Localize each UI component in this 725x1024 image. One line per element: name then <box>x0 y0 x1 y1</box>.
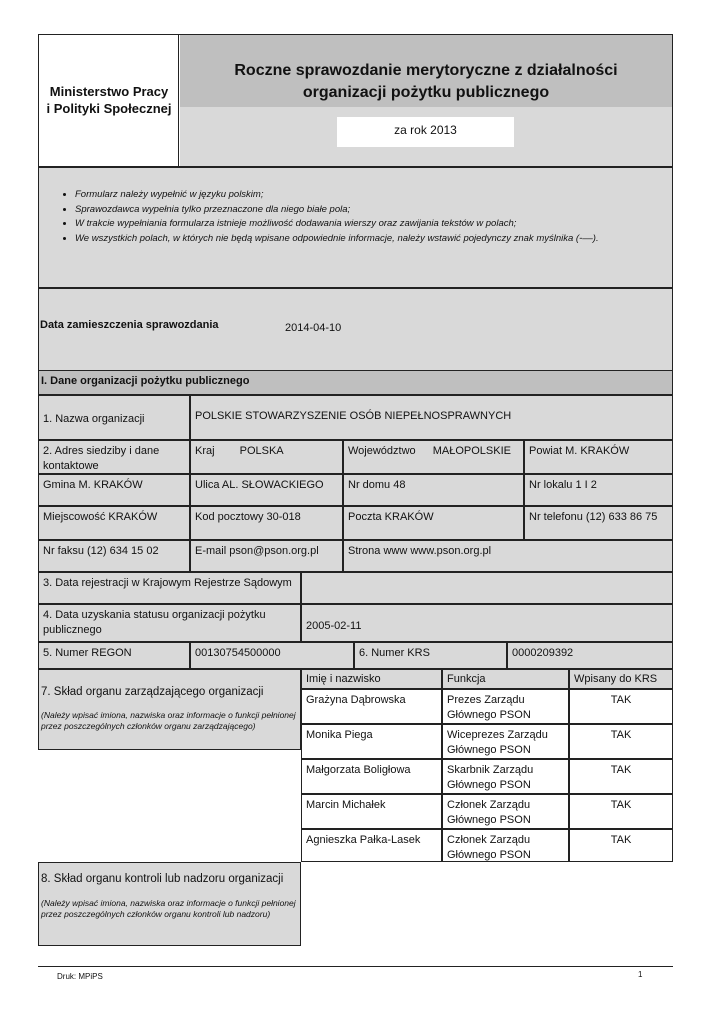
footer-print-label: Druk: MPiPS <box>57 972 103 981</box>
control-label: 8. Skład organu kontroli lub nadzoru organizacji <box>41 873 284 885</box>
board-member-krs[interactable]: TAK <box>569 724 673 759</box>
board-member-name[interactable]: Marcin Michałek <box>301 794 442 829</box>
regon-value[interactable]: 00130754500000 <box>190 642 354 669</box>
board-header-name: Imię i nazwisko <box>301 669 442 689</box>
submission-date[interactable]: 2014-04-10 <box>285 322 342 334</box>
board-member-krs[interactable]: TAK <box>569 829 673 862</box>
board-member-name[interactable]: Monika Piega <box>301 724 442 759</box>
section-title: I. Dane organizacji pożytku publicznego <box>38 370 673 395</box>
county-field[interactable]: Powiat M. KRAKÓW <box>524 440 673 474</box>
board-member-function[interactable]: Skarbnik Zarządu Głównego PSON <box>442 759 569 794</box>
krs-number-value[interactable]: 0000209392 <box>507 642 673 669</box>
board-member-function[interactable]: Prezes Zarządu Głównego PSON <box>442 689 569 724</box>
apartment-number-field[interactable]: Nr lokalu 1 I 2 <box>524 474 673 506</box>
opp-status-value[interactable]: 2005-02-11 <box>301 604 673 642</box>
control-label-box <box>38 862 301 946</box>
phone-field[interactable]: Nr telefonu (12) 633 86 75 <box>524 506 673 540</box>
page-number: 1 <box>638 970 643 979</box>
ministry-name: Ministerstwo Pracy i Polityki Społecznej <box>46 84 172 116</box>
postal-code-field[interactable]: Kod pocztowy 30-018 <box>190 506 343 540</box>
regon-label: 5. Numer REGON <box>38 642 190 669</box>
org-name-value[interactable]: POLSKIE STOWARZYSZENIE OSÓB NIEPEŁNOSPRAWNYCH <box>190 395 673 440</box>
instruction-item: • W trakcie wypełniania formularza istnieje możliwość dodawania wierszy oraz zawijania tekstów w polach; <box>75 217 672 232</box>
website-field[interactable]: Strona www www.pson.org.pl <box>343 540 673 572</box>
address-label: 2. Adres siedziby i dane kontaktowe <box>38 440 190 474</box>
board-header-krs: Wpisany do KRS <box>569 669 673 689</box>
post-office-field[interactable]: Poczta KRAKÓW <box>343 506 524 540</box>
krs-number-label: 6. Numer KRS <box>354 642 507 669</box>
board-member-krs[interactable]: TAK <box>569 689 673 724</box>
voivodeship-label: Województwo <box>348 445 416 457</box>
city-field[interactable]: Miejscowość KRAKÓW <box>38 506 190 540</box>
board-member-krs[interactable]: TAK <box>569 759 673 794</box>
instructions-box <box>38 167 673 288</box>
org-name-label: 1. Nazwa organizacji <box>38 395 190 440</box>
krs-registration-label: 3. Data rejestracji w Krajowym Rejestrze Sądowym <box>38 572 301 604</box>
country-label: Kraj <box>195 445 215 457</box>
instruction-item: • We wszystkich polach, w których nie będą wpisane odpowiednie informacje, należy wstawić pojedynczy znak myślnika (-––). <box>75 232 672 247</box>
country-value: POLSKA <box>239 445 284 457</box>
board-header-function: Funkcja <box>442 669 569 689</box>
board-member-name[interactable]: Małgorzata Boligłowa <box>301 759 442 794</box>
instruction-item: • Sprawozdawca wypełnia tylko przeznaczone dla niego białe pola; <box>75 203 672 218</box>
fax-field[interactable]: Nr faksu (12) 634 15 02 <box>38 540 190 572</box>
instructions-list <box>39 188 672 246</box>
street-field[interactable]: Ulica AL. SŁOWACKIEGO <box>190 474 343 506</box>
submission-label: Data zamieszczenia sprawozdania <box>40 319 219 331</box>
board-member-function[interactable]: Członek Zarządu Głównego PSON <box>442 794 569 829</box>
control-note: (Należy wpisać imiona, nazwiska oraz informacje o funkcji pełnionej przez poszczególnych członków organu kontroli lub nadzoru) <box>41 898 296 919</box>
footer-rule <box>38 966 673 967</box>
country-field[interactable] <box>190 440 343 474</box>
year-field[interactable]: za rok 2013 <box>337 117 514 147</box>
board-note: (Należy wpisać imiona, nazwiska oraz informacje o funkcji pełnionej przez poszczególnych członków organu zarządzającego) <box>41 710 296 731</box>
instruction-item: • Formularz należy wypełnić w języku polskim; <box>75 188 672 203</box>
voivodeship-field[interactable] <box>343 440 524 474</box>
board-label: 7. Skład organu zarządzającego organizacji <box>41 686 264 698</box>
board-member-name[interactable]: Grażyna Dąbrowska <box>301 689 442 724</box>
house-number-field[interactable]: Nr domu 48 <box>343 474 524 506</box>
municipality-field[interactable]: Gmina M. KRAKÓW <box>38 474 190 506</box>
board-label-box <box>38 669 301 750</box>
krs-registration-value[interactable] <box>301 572 673 604</box>
opp-status-label: 4. Data uzyskania statusu organizacji pożytku publicznego <box>38 604 301 642</box>
board-member-name[interactable]: Agnieszka Pałka-Lasek <box>301 829 442 862</box>
email-field[interactable]: E-mail pson@pson.org.pl <box>190 540 343 572</box>
report-title: Roczne sprawozdanie merytoryczne z działalności organizacji pożytku publicznego <box>234 62 618 101</box>
board-member-function[interactable]: Członek Zarządu Głównego PSON <box>442 829 569 862</box>
voivodeship-value: MAŁOPOLSKIE <box>432 445 511 457</box>
board-member-krs[interactable]: TAK <box>569 794 673 829</box>
board-member-function[interactable]: Wiceprezes Zarządu Głównego PSON <box>442 724 569 759</box>
